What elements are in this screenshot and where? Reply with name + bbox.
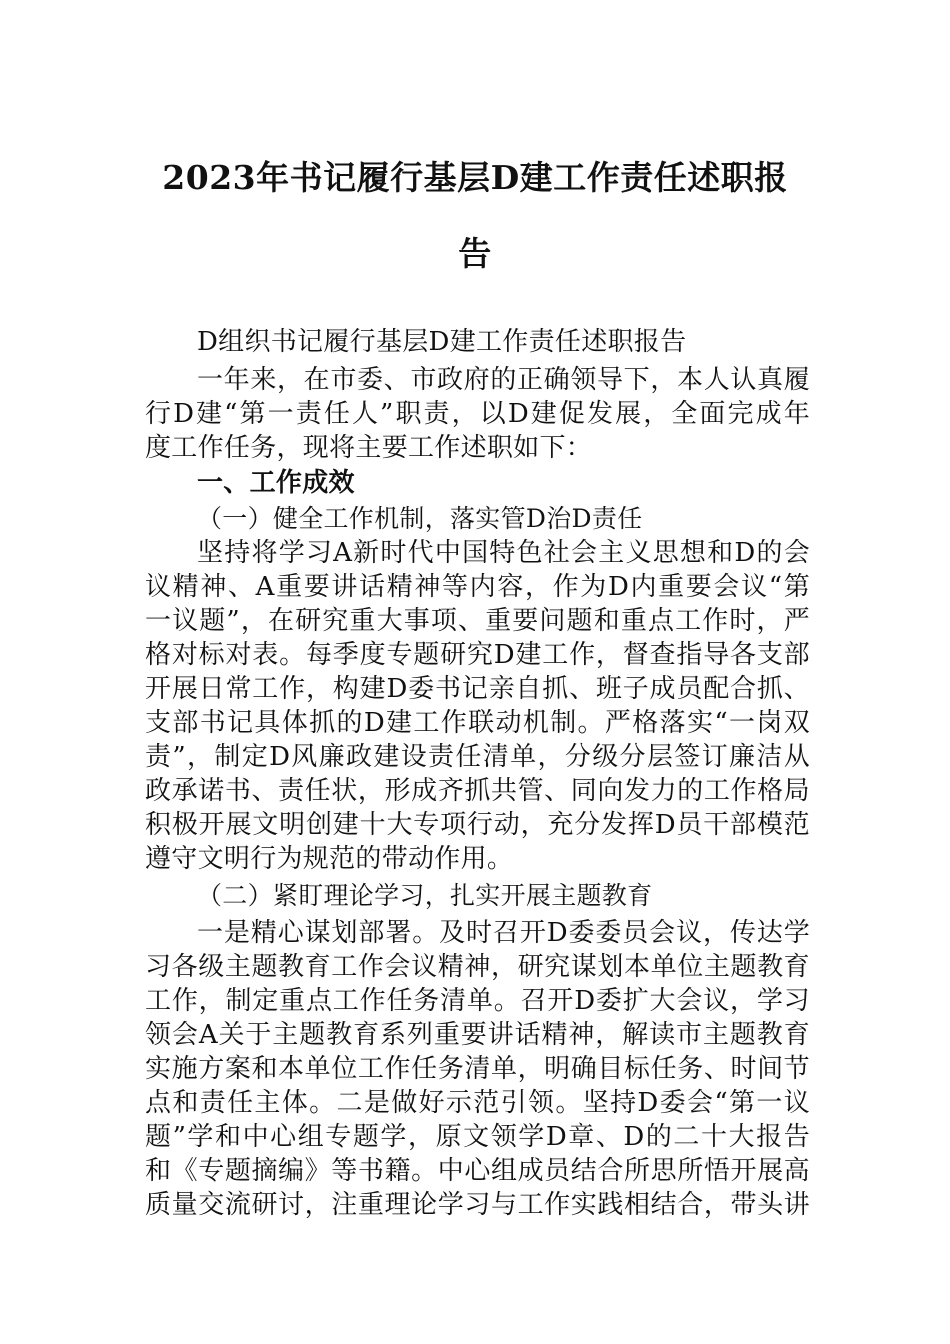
paragraph-line: 实施方案和本单位工作任务清单，明确目标任务、时间节 xyxy=(145,1054,810,1084)
paragraph-line: 习各级主题教育工作会议精神，研究谋划本单位主题教育 xyxy=(145,952,810,982)
paragraph-line: 领会A关于主题教育系列重要讲话精神，解读市主题教育 xyxy=(145,1020,810,1050)
paragraph-line: 责”，制定D风廉政建设责任清单，分级分层签订廉洁从 xyxy=(145,742,810,772)
section-heading: 一、工作成效 xyxy=(197,468,355,498)
paragraph-line: 一是精心谋划部署。及时召开D委委员会议，传达学 xyxy=(197,918,810,948)
paragraph-line: 一议题”，在研究重大事项、重要问题和重点工作时，严 xyxy=(145,606,810,636)
paragraph-line: 质量交流研讨，注重理论学习与工作实践相结合，带头讲 xyxy=(145,1190,810,1220)
paragraph-line: 一年来，在市委、市政府的正确领导下，本人认真履 xyxy=(197,365,810,395)
paragraph-line: 支部书记具体抓的D建工作联动机制。严格落实“一岗双 xyxy=(145,708,810,738)
paragraph-line: 积极开展文明创建十大专项行动，充分发挥D员干部模范 xyxy=(145,810,810,840)
paragraph-line: 题”学和中心组专题学，原文领学D章、D的二十大报告 xyxy=(145,1122,810,1152)
paragraph-line: 和《专题摘编》等书籍。中心组成员结合所思所悟开展高 xyxy=(145,1156,810,1186)
paragraph-line: 政承诺书、责任状，形成齐抓共管、同向发力的工作格局 xyxy=(145,776,810,806)
title-line-1: 2023年书记履行基层D建工作责任述职报 xyxy=(162,158,788,197)
paragraph-line: 格对标对表。每季度专题研究D建工作，督查指导各支部 xyxy=(145,640,810,670)
report-subtitle: D组织书记履行基层D建工作责任述职报告 xyxy=(197,327,687,357)
paragraph-line: 遵守文明行为规范的带动作用。 xyxy=(145,844,514,874)
paragraph-line: 行D建“第一责任人”职责，以D建促发展，全面完成年 xyxy=(145,399,810,429)
paragraph-line: 点和责任主体。二是做好示范引领。坚持D委会“第一议 xyxy=(145,1088,810,1118)
paragraph-line: 坚持将学习A新时代中国特色社会主义思想和D的会 xyxy=(197,538,810,568)
document-title xyxy=(120,160,830,272)
paragraph-line: 度工作任务，现将主要工作述职如下： xyxy=(145,433,593,463)
paragraph-line: 开展日常工作，构建D委书记亲自抓、班子成员配合抓、 xyxy=(145,674,810,704)
subsection-heading: （一）健全工作机制，落实管D治D责任 xyxy=(197,504,643,533)
subsection-heading: （二）紧盯理论学习，扎实开展主题教育 xyxy=(197,881,653,910)
paragraph-line: 议精神、A重要讲话精神等内容，作为D内重要会议“第 xyxy=(145,572,810,602)
paragraph-line: 工作，制定重点工作任务清单。召开D委扩大会议，学习 xyxy=(145,986,810,1016)
title-line-2: 告 xyxy=(458,234,492,273)
